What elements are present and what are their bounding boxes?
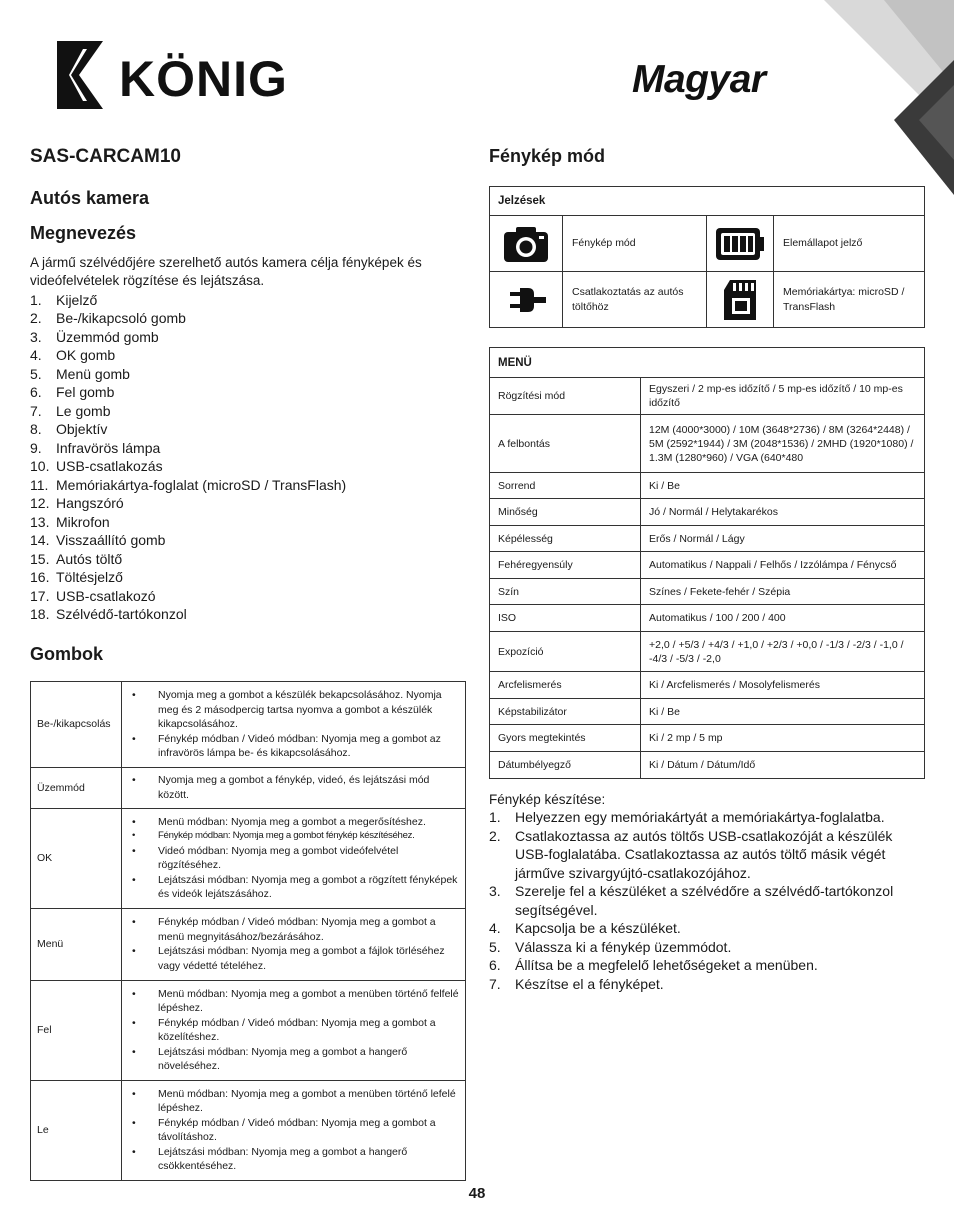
list-text: Készítse el a fényképet. — [515, 975, 664, 992]
sd-card-icon — [707, 272, 774, 328]
list-number: 7. — [30, 402, 42, 419]
menu-option-values: Erős / Normál / Lágy — [641, 526, 925, 552]
page-number: 48 — [468, 1185, 486, 1202]
list-item — [489, 938, 925, 957]
bullet-text: Fénykép módban / Videó módban: Nyomja meg a gombot a menü megnyitásához/bezárásához. — [158, 916, 436, 943]
bullet: • — [132, 916, 136, 929]
button-name: OK — [31, 808, 122, 908]
list-item — [30, 402, 466, 421]
list-text: Infravörös lámpa — [56, 439, 161, 456]
list-text: USB-csatlakozás — [56, 458, 163, 475]
menu-option-values: Ki / Arcfelismerés / Mosolyfelismerés — [641, 672, 925, 699]
list-number: 16. — [30, 569, 50, 586]
signal-text: Csatlakoztatás az autós töltőhöz — [563, 272, 707, 328]
steps-title: Fénykép készítése: — [489, 792, 606, 807]
menu-option-name: Képstabilizátor — [490, 699, 641, 725]
table-row — [490, 699, 925, 725]
bullet-item — [130, 688, 459, 732]
menu-option-name: Sorrend — [490, 473, 641, 499]
bullet-text: Lejátszási módban: Nyomja meg a gombot a rögzített fényképek és videók lejátszásához. — [158, 873, 458, 901]
list-item — [30, 291, 466, 310]
list-text: Helyezzen egy memóriakártyát a memóriakártya-foglalatba. — [515, 809, 885, 825]
list-item — [30, 420, 466, 439]
list-number: 7. — [489, 975, 501, 992]
bullet-text: Nyomja meg a gombot a készülék bekapcsolásához. Nyomja meg és 2 másodpercig tartsa nyomva a gombot a készülék kikapcsolásához. — [158, 689, 442, 731]
bullet-item — [130, 844, 459, 873]
list-number: 2. — [30, 310, 42, 327]
bullet-item — [130, 732, 459, 761]
table-row — [490, 499, 925, 526]
parts-list — [30, 291, 466, 624]
button-name: Le — [31, 1080, 122, 1180]
list-number: 11. — [30, 476, 49, 493]
menu-option-name: A felbontás — [490, 415, 641, 473]
list-text: Be-/kikapcsoló gomb — [56, 310, 186, 327]
list-number: 1. — [489, 809, 501, 825]
list-item — [30, 365, 466, 384]
table-row — [490, 632, 925, 672]
bullet-item — [130, 1145, 459, 1174]
table-row — [490, 579, 925, 605]
list-text: Mikrofon — [56, 513, 110, 530]
button-description — [122, 1080, 466, 1180]
table-row — [490, 725, 925, 752]
list-number: 1. — [30, 291, 42, 308]
list-item — [30, 494, 466, 513]
list-number: 13. — [30, 513, 50, 530]
list-number: 5. — [489, 938, 501, 955]
table-row — [490, 552, 925, 579]
logo-text: KÖNIG — [119, 51, 288, 107]
list-text: Állítsa be a megfelelő lehetőségeket a menüben. — [515, 957, 818, 973]
list-number: 2. — [489, 827, 501, 844]
menu-option-name: Minőség — [490, 499, 641, 526]
bullet: • — [132, 774, 136, 787]
buttons-title: Gombok — [30, 643, 104, 664]
buttons-table — [30, 681, 466, 1181]
bullet: • — [132, 844, 136, 857]
list-text: OK gomb — [56, 347, 116, 364]
steps-list — [489, 808, 925, 993]
intro-text: A jármű szélvédőjére szerelhető autós kamera célja fényképek és videófelvételek rögzítése és lejátszása. — [30, 255, 422, 289]
list-text: Autós töltő — [56, 550, 123, 567]
menu-option-name: Gyors megtekintés — [490, 725, 641, 752]
list-number: 12. — [30, 495, 50, 512]
photo-mode-title: Fénykép mód — [489, 146, 606, 166]
language-title: Magyar — [632, 58, 766, 101]
list-item — [30, 439, 466, 458]
list-text: Visszaállító gomb — [56, 532, 166, 549]
list-item — [30, 605, 466, 624]
button-name: Menü — [31, 908, 122, 980]
list-item — [489, 956, 925, 975]
list-item — [30, 383, 466, 402]
bullet: • — [132, 945, 136, 958]
list-item — [30, 587, 466, 606]
list-text: Kijelző — [56, 291, 98, 308]
bullet: • — [132, 1016, 136, 1029]
menu-option-name: Rögzítési mód — [490, 378, 641, 415]
table-row — [490, 526, 925, 552]
bullet-item — [130, 987, 459, 1016]
button-description — [122, 980, 466, 1080]
menu-option-values: Ki / Dátum / Dátum/Idő — [641, 752, 925, 779]
list-item — [30, 346, 466, 365]
list-item — [30, 457, 466, 476]
bullet-item — [130, 1016, 459, 1045]
list-item — [489, 808, 925, 827]
list-text: Üzemmód gomb — [56, 328, 159, 345]
bullet-text: Nyomja meg a gombot a fénykép, videó, és lejátszási mód között. — [158, 774, 430, 801]
button-name: Be-/kikapcsolás — [31, 681, 122, 767]
menu-option-name: Arcfelismerés — [490, 672, 641, 699]
list-text: Szerelje fel a készüléket a szélvédőre a szélvédő-tartókonzol segítségével. — [515, 883, 894, 918]
bullet-text: Menü módban: Nyomja meg a gombot a menüben történő lefelé lépéshez. — [158, 1087, 456, 1115]
bullet-item — [130, 944, 459, 973]
bullet-item — [130, 915, 459, 944]
list-number: 3. — [30, 328, 42, 345]
right-column — [489, 146, 925, 993]
list-number: 17. — [30, 587, 50, 604]
signal-text: Elemállapot jelző — [774, 216, 925, 272]
list-item — [489, 975, 925, 994]
menu-option-values: +2,0 / +5/3 / +4/3 / +1,0 / +2/3 / +0,0 / -1/3 / -2/3 / -1,0 / -4/3 / -5/3 / -2,0 — [641, 632, 925, 672]
bullet-item — [130, 1087, 459, 1116]
list-item — [30, 328, 466, 347]
signals-table — [489, 186, 925, 328]
table-row — [490, 473, 925, 499]
bullet: • — [132, 873, 136, 886]
bullet: • — [132, 1087, 136, 1100]
list-item — [30, 568, 466, 587]
button-description — [122, 767, 466, 808]
menu-option-name: Expozíció — [490, 632, 641, 672]
product-name: Autós kamera — [30, 188, 150, 208]
list-item — [30, 476, 466, 495]
list-number: 9. — [30, 439, 42, 456]
button-name: Üzemmód — [31, 767, 122, 808]
bullet-text: Menü módban: Nyomja meg a gombot a menüben történő felfelé lépéshez. — [158, 987, 459, 1015]
menu-option-values: Automatikus / Nappali / Felhős / Izzólámpa / Fénycső — [641, 552, 925, 579]
bullet-text: Fénykép módban: Nyomja meg a gombot fénykép készítéséhez. — [158, 830, 415, 842]
table-row — [490, 378, 925, 415]
list-text: Hangszóró — [56, 495, 124, 512]
signal-text: Fénykép mód — [563, 216, 707, 272]
list-number: 15. — [30, 550, 50, 567]
bullet-item — [130, 1045, 459, 1074]
list-text: Töltésjelző — [56, 569, 123, 586]
list-text: Csatlakoztassa az autós töltős USB-csatlakozóját a készülék USB-foglalatába. Csatlakoztassa az autós töltő másik végét járműve szivargyújtó-csatlakozójához. — [515, 827, 893, 881]
list-text: Fel gomb — [56, 384, 115, 401]
menu-option-values: Jó / Normál / Helytakarékos — [641, 499, 925, 526]
list-text: Le gomb — [56, 402, 111, 419]
bullet-text: Lejátszási módban: Nyomja meg a gombot a hangerő csökkentéséhez. — [158, 1145, 408, 1173]
table-row — [31, 908, 466, 980]
menu-header: MENÜ — [490, 348, 925, 378]
bullet-item — [130, 1116, 459, 1145]
list-number: 6. — [489, 957, 501, 973]
table-row — [31, 681, 466, 767]
table-row — [31, 767, 466, 808]
bullet: • — [132, 815, 136, 828]
list-number: 10. — [30, 458, 50, 475]
bullet-text: Lejátszási módban: Nyomja meg a gombot a fájlok törléséhez vagy védetté tételéhez. — [158, 945, 445, 972]
menu-option-name: Képélesség — [490, 526, 641, 552]
bullet-item — [130, 773, 459, 802]
table-row — [490, 672, 925, 699]
list-number: 18. — [30, 606, 50, 623]
signal-text: Memóriakártya: microSD / TransFlash — [774, 272, 925, 328]
list-number: 8. — [30, 421, 42, 438]
list-text: USB-csatlakozó — [56, 587, 156, 604]
list-item — [489, 882, 925, 919]
bullet: • — [132, 1045, 136, 1058]
bullet-item — [130, 873, 459, 902]
car-charger-plug-icon — [490, 272, 563, 328]
bullet-text: Fénykép módban / Videó módban: Nyomja meg a gombot a közelítéshez. — [158, 1016, 436, 1044]
button-name: Fel — [31, 980, 122, 1080]
table-row — [490, 752, 925, 779]
menu-option-values: Automatikus / 100 / 200 / 400 — [641, 605, 925, 632]
list-text: Memóriakártya-foglalat (microSD / TransFlash) — [56, 476, 347, 493]
list-text: Válassza ki a fénykép üzemmódot. — [515, 938, 732, 955]
signals-header: Jelzések — [490, 187, 925, 216]
button-description — [122, 808, 466, 908]
button-description — [122, 681, 466, 767]
list-number: 4. — [30, 347, 42, 364]
konig-logo — [57, 41, 319, 109]
list-item — [489, 827, 925, 883]
button-description — [122, 908, 466, 980]
list-item — [489, 919, 925, 938]
naming-title: Megnevezés — [30, 223, 137, 243]
list-number: 5. — [30, 365, 42, 382]
bullet-text: Lejátszási módban: Nyomja meg a gombot a hangerő növeléséhez. — [158, 1045, 408, 1073]
model-number: SAS-CARCAM10 — [30, 146, 181, 167]
menu-option-values: Egyszeri / 2 mp-es időzítő / 5 mp-es időzítő / 10 mp-es időzítő — [641, 378, 925, 415]
bullet: • — [132, 732, 136, 745]
battery-icon — [707, 216, 774, 272]
menu-table — [489, 347, 925, 779]
menu-option-values: Ki / Be — [641, 699, 925, 725]
list-text: Szélvédő-tartókonzol — [56, 606, 187, 623]
list-item — [30, 513, 466, 532]
bullet: • — [132, 987, 136, 1000]
left-column — [30, 146, 466, 1181]
list-text: Objektív — [56, 421, 108, 438]
table-row — [31, 1080, 466, 1180]
table-row — [490, 415, 925, 473]
table-row — [490, 605, 925, 632]
menu-option-values: Színes / Fekete-fehér / Szépia — [641, 579, 925, 605]
menu-option-values: 12M (4000*3000) / 10M (3648*2736) / 8M (3264*2448) / 5M (2592*1944) / 3M (2048*1536) / 2MHD (1920*1080) / 1.3M (1280*960) / VGA (640*480 — [641, 415, 925, 473]
menu-option-name: Fehéregyensúly — [490, 552, 641, 579]
list-item — [30, 550, 466, 569]
table-row — [31, 980, 466, 1080]
bullet-text: Fénykép módban / Videó módban: Nyomja meg a gombot az infravörös lámpa be- és kikapcsolásához. — [158, 732, 441, 760]
list-item — [30, 531, 466, 550]
bullet-item — [130, 815, 459, 830]
list-number: 14. — [30, 532, 50, 549]
bullet: • — [132, 1116, 136, 1129]
menu-option-values: Ki / Be — [641, 473, 925, 499]
camera-icon — [490, 216, 563, 272]
bullet-text: Menü módban: Nyomja meg a gombot a megerősítéshez. — [158, 815, 426, 828]
list-number: 3. — [489, 883, 501, 899]
list-text: Menü gomb — [56, 365, 130, 382]
list-item — [30, 309, 466, 328]
bullet: • — [132, 830, 136, 842]
list-number: 4. — [489, 920, 501, 936]
menu-option-name: Szín — [490, 579, 641, 605]
bullet-text: Fénykép módban / Videó módban: Nyomja meg a gombot a távolításhoz. — [158, 1116, 436, 1144]
table-row — [31, 808, 466, 908]
bullet-text: Videó módban: Nyomja meg a gombot videófelvétel rögzítéséhez. — [158, 844, 399, 872]
list-number: 6. — [30, 384, 42, 401]
bullet: • — [132, 1145, 136, 1158]
bullet-item — [130, 829, 459, 844]
menu-option-values: Ki / 2 mp / 5 mp — [641, 725, 925, 752]
list-text: Kapcsolja be a készüléket. — [515, 920, 681, 936]
bullet: • — [132, 689, 136, 702]
menu-option-name: Dátumbélyegző — [490, 752, 641, 779]
menu-option-name: ISO — [490, 605, 641, 632]
